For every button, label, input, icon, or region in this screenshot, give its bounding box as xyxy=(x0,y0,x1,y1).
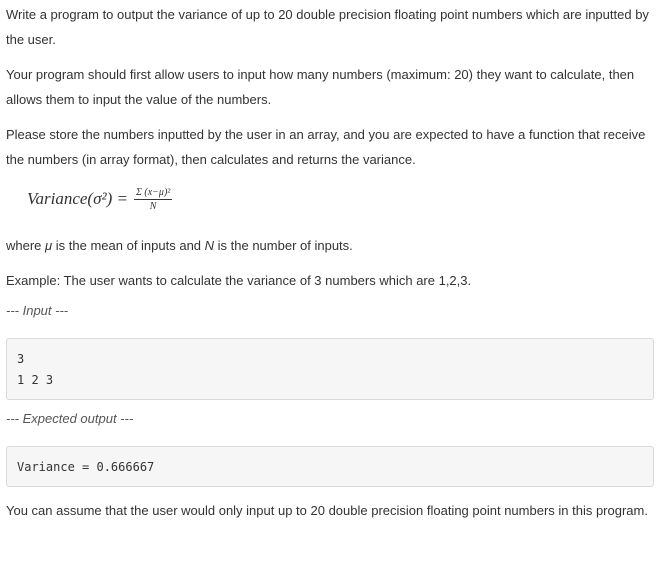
formula-denominator: N xyxy=(149,200,157,212)
text-number-of-inputs: is the number of inputs. xyxy=(214,238,353,253)
symbol-mu: μ xyxy=(45,238,53,253)
input-header: --- Input --- xyxy=(6,303,69,318)
input-code-block: 3 1 2 3 xyxy=(6,338,654,400)
output-code-block: Variance = 0.666667 xyxy=(6,446,654,487)
paragraph-example: Example: The user wants to calculate the variance of 3 numbers which are 1,2,3. xyxy=(6,273,472,288)
formula-numerator: Σ (x−μ)² xyxy=(135,186,171,198)
text-mean: is the mean of inputs and xyxy=(52,238,205,253)
output-header: --- Expected output --- xyxy=(6,411,134,426)
variance-formula xyxy=(27,183,172,215)
text-where: where xyxy=(6,238,46,253)
formula-lhs: Variance(σ²) = xyxy=(27,189,128,208)
paragraph-input-description: Your program should first allow users to input how many numbers (maximum: 20) they want to calculate, then allows them to input the value of the numbers. xyxy=(6,67,635,107)
paragraph-formula-explanation xyxy=(6,233,649,258)
paragraph-assumption: You can assume that the user would only input up to 20 double precision floating point numbers in this program. xyxy=(6,503,648,518)
symbol-n: N xyxy=(204,238,215,253)
paragraph-array-function: Please store the numbers inputted by the user in an array, and you are expected to have a function that receive the numbers (in array format), then calculates and returns the variance. xyxy=(6,127,646,167)
formula-fraction xyxy=(134,187,172,212)
paragraph-intro: Write a program to output the variance of up to 20 double precision floating point numbers which are inputted by the user. xyxy=(6,7,649,47)
